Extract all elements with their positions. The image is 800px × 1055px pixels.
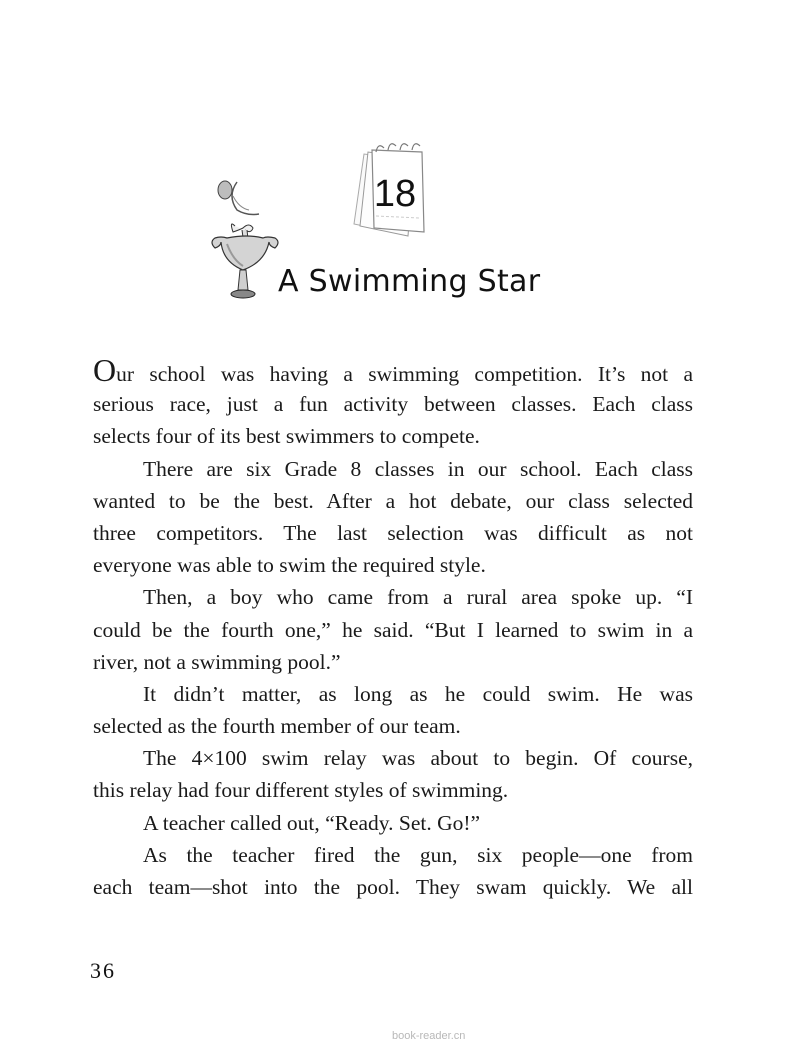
text-line: It didn’t matter, as long as he could swim. He was bbox=[143, 681, 693, 706]
text-line: three competitors. The last selection was difficult as not bbox=[93, 520, 693, 545]
text-line: everyone was able to swim the required style. bbox=[93, 553, 486, 578]
text-line: could be the fourth one,” he said. “But I learned to swim in a bbox=[93, 617, 693, 642]
chapter-body bbox=[93, 352, 693, 903]
text-line: serious race, just a fun activity between classes. Each class bbox=[93, 392, 693, 417]
text-line: A teacher called out, “Ready. Set. Go!” bbox=[143, 810, 481, 835]
text-line: selected as the fourth member of our team. bbox=[93, 714, 461, 739]
dropcap: O bbox=[93, 352, 117, 388]
text-line: As the teacher fired the gun, six people—one from bbox=[143, 842, 693, 867]
text-line: The 4×100 swim relay was about to begin. Of course, bbox=[143, 746, 693, 771]
text-line: selects four of its best swimmers to compete. bbox=[93, 424, 480, 449]
text-line: Our school was having a swimming competition. It’s not a bbox=[93, 352, 693, 388]
text-line: wanted to be the best. After a hot debate, our class selected bbox=[93, 488, 693, 513]
chapter-title: A Swimming Star bbox=[278, 264, 541, 299]
watermark: book-reader.cn bbox=[392, 1030, 466, 1042]
page-number: 36 bbox=[90, 958, 116, 983]
text-line: Then, a boy who came from a rural area spoke up. “I bbox=[143, 585, 693, 610]
trophy-icon bbox=[207, 178, 283, 302]
text-line: river, not a swimming pool.” bbox=[93, 649, 341, 674]
text-line: this relay had four different styles of swimming. bbox=[93, 778, 509, 803]
text-line: There are six Grade 8 classes in our school. Each class bbox=[143, 456, 693, 481]
text-line: each team—shot into the pool. They swam quickly. We all bbox=[93, 875, 693, 899]
chapter-number: 18 bbox=[373, 173, 417, 215]
